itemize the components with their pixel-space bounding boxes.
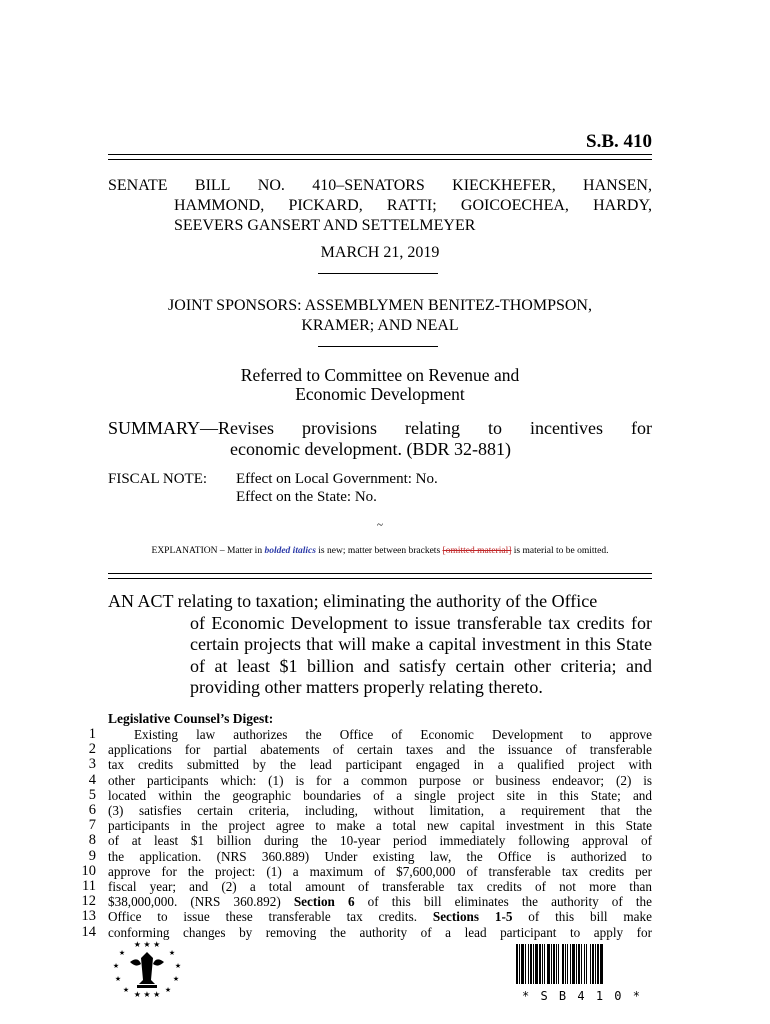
digest-line: Office to issue these transferable tax credits. Sections 1-5 of this bill make (108, 909, 652, 925)
svg-text:★: ★ (112, 962, 120, 970)
svg-text:★: ★ (174, 962, 182, 970)
barcode-bar (547, 944, 550, 984)
barcode-bar (592, 944, 594, 984)
barcode-bar (590, 944, 591, 984)
explanation-note: EXPLANATION – Matter in bolded italics is new; matter between brackets [omitted material] is material to be omitted. (151, 546, 609, 556)
barcode-bar (570, 944, 571, 984)
senators-line-2: HAMMOND, PICKARD, RATTI; GOICOECHEA, HARDY, (174, 197, 652, 214)
digest-line: approve for the project: (1) a maximum of $7,600,000 of transferable tax credits per (108, 863, 652, 879)
tilde-separator: ~ (377, 519, 383, 531)
digest-title: Legislative Counsel’s Digest: (108, 711, 274, 726)
joint-sponsors-line-2: KRAMER; AND NEAL (301, 317, 459, 334)
digest-line: other participants which: (1) is for a common purpose or business endeavor; (2) is (108, 772, 652, 788)
summary-line-1: SUMMARY—Revises provisions relating to incentives for (108, 418, 652, 438)
barcode-bar (572, 944, 575, 984)
barcode-bar (544, 944, 545, 984)
svg-text:★: ★ (164, 986, 172, 994)
digest-line: of at least $1 billion during the 10-year period immediately following approval of (108, 833, 652, 849)
barcode-bar (516, 944, 518, 984)
act-title (108, 591, 652, 699)
digest-line: (3) satisfies certain criteria, including, without limitation, a requirement that the (108, 803, 652, 819)
explanation-rule-bottom (108, 578, 652, 579)
barcode-bar (535, 944, 538, 984)
introduction-date: MARCH 21, 2019 (320, 244, 440, 261)
barcode-bar (553, 944, 555, 984)
act-title-first-line: AN ACT relating to taxation; eliminating the authority of the Office (108, 591, 598, 611)
section-reference: Section 6 (293, 894, 355, 910)
digest-body (108, 727, 652, 940)
referral-line-2: Economic Development (295, 384, 465, 404)
barcode-bar (558, 944, 559, 984)
barcode-text: * S B 4 1 0 * (522, 989, 642, 1003)
barcode-bar (600, 944, 603, 984)
barcode-bar (556, 944, 557, 984)
barcode-bar (567, 944, 568, 984)
barcode-bar (586, 944, 587, 984)
svg-text:★: ★ (172, 975, 180, 983)
svg-text:★ ★ ★: ★ ★ ★ (133, 990, 161, 999)
barcode-bar (525, 944, 526, 984)
summary-line-2: economic development. (BDR 32-881) (230, 439, 511, 459)
joint-sponsors-line-1: JOINT SPONSORS: ASSEMBLYMEN BENITEZ-THOMPSON, (168, 297, 592, 314)
referral-line-1: Referred to Committee on Revenue and (240, 365, 520, 385)
barcode-icon (516, 944, 648, 984)
summary-label: SUMMARY—Revises (108, 418, 275, 438)
barcode-bar (595, 944, 596, 984)
barcode-bar (530, 944, 532, 984)
digest-line-numbers: 1 2 3 4 5 6 7 8 9 10 11 12 13 14 (81, 726, 96, 940)
barcode-bar (576, 944, 577, 984)
new-matter-sample: bolded italics (264, 546, 316, 556)
senators-line-3: SEEVERS GANSERT AND SETTELMEYER (174, 217, 476, 234)
header-rule-bottom (108, 159, 652, 160)
digest-line: located within the geographic boundaries of a single project site in this State; and (108, 787, 652, 803)
digest-line: the application. (NRS 360.889) Under existing law, the Office is authorized to (108, 848, 652, 864)
bill-number: S.B. 410 (586, 131, 652, 152)
barcode-bar (581, 944, 582, 984)
svg-text:★: ★ (168, 949, 176, 957)
fiscal-note-label: FISCAL NOTE: (108, 471, 208, 487)
svg-text:★ ★ ★: ★ ★ ★ (133, 940, 161, 949)
omitted-matter-sample: [omitted material] (442, 546, 512, 556)
sponsors-divider (318, 346, 438, 347)
digest-line: participants in the project agree to make a total new capital investment in this State (108, 818, 652, 834)
svg-text:★: ★ (118, 949, 126, 957)
section-reference: Sections 1-5 (432, 909, 513, 925)
digest-line: Existing law authorizes the Office of Economic Development to approve (134, 727, 652, 742)
explanation-rule-top (108, 573, 652, 574)
barcode-bar (528, 944, 529, 984)
barcode-bar (562, 944, 564, 984)
nevada-state-seal-icon (108, 938, 186, 1000)
digest-line: applications for partial abatements of certain taxes and the issuance of transferable (108, 742, 652, 758)
barcode-bar (521, 944, 524, 984)
act-title-body: of Economic Development to issue transferable tax credits for certain projects that will make a capital investment in this State of at least $1 billion and satisfy certain other criteria; and providing other matters properly relating thereto. (190, 612, 652, 697)
barcode-bar (565, 944, 566, 984)
barcode-bar (578, 944, 580, 984)
fiscal-note-state: Effect on the State: No. (236, 489, 377, 505)
digest-line: $38,000,000. (NRS 360.892) Section 6 of this bill eliminates the authority of the (108, 894, 653, 910)
date-divider (318, 273, 438, 274)
digest-line: conforming changes by removing the authority of a lead participant to apply for (108, 924, 652, 940)
barcode-bar (551, 944, 552, 984)
barcode-bar (519, 944, 520, 984)
barcode-bar (597, 944, 599, 984)
barcode-bar (542, 944, 543, 984)
fiscal-note-local: Effect on Local Government: No. (236, 471, 438, 487)
digest-line: tax credits submitted by the lead participant engaged in a qualified project with (108, 757, 652, 773)
svg-text:★: ★ (122, 986, 130, 994)
senators-line-1: SENATE BILL NO. 410–SENATORS KIECKHEFER, HANSEN, (108, 177, 652, 194)
barcode-bar (533, 944, 534, 984)
barcode-bar (584, 944, 585, 984)
svg-text:★: ★ (114, 975, 122, 983)
digest-line: fiscal year; and (2) a total amount of transferable tax credits of not more than (108, 879, 652, 895)
header-rule-top (108, 154, 652, 155)
barcode-bar (539, 944, 541, 984)
